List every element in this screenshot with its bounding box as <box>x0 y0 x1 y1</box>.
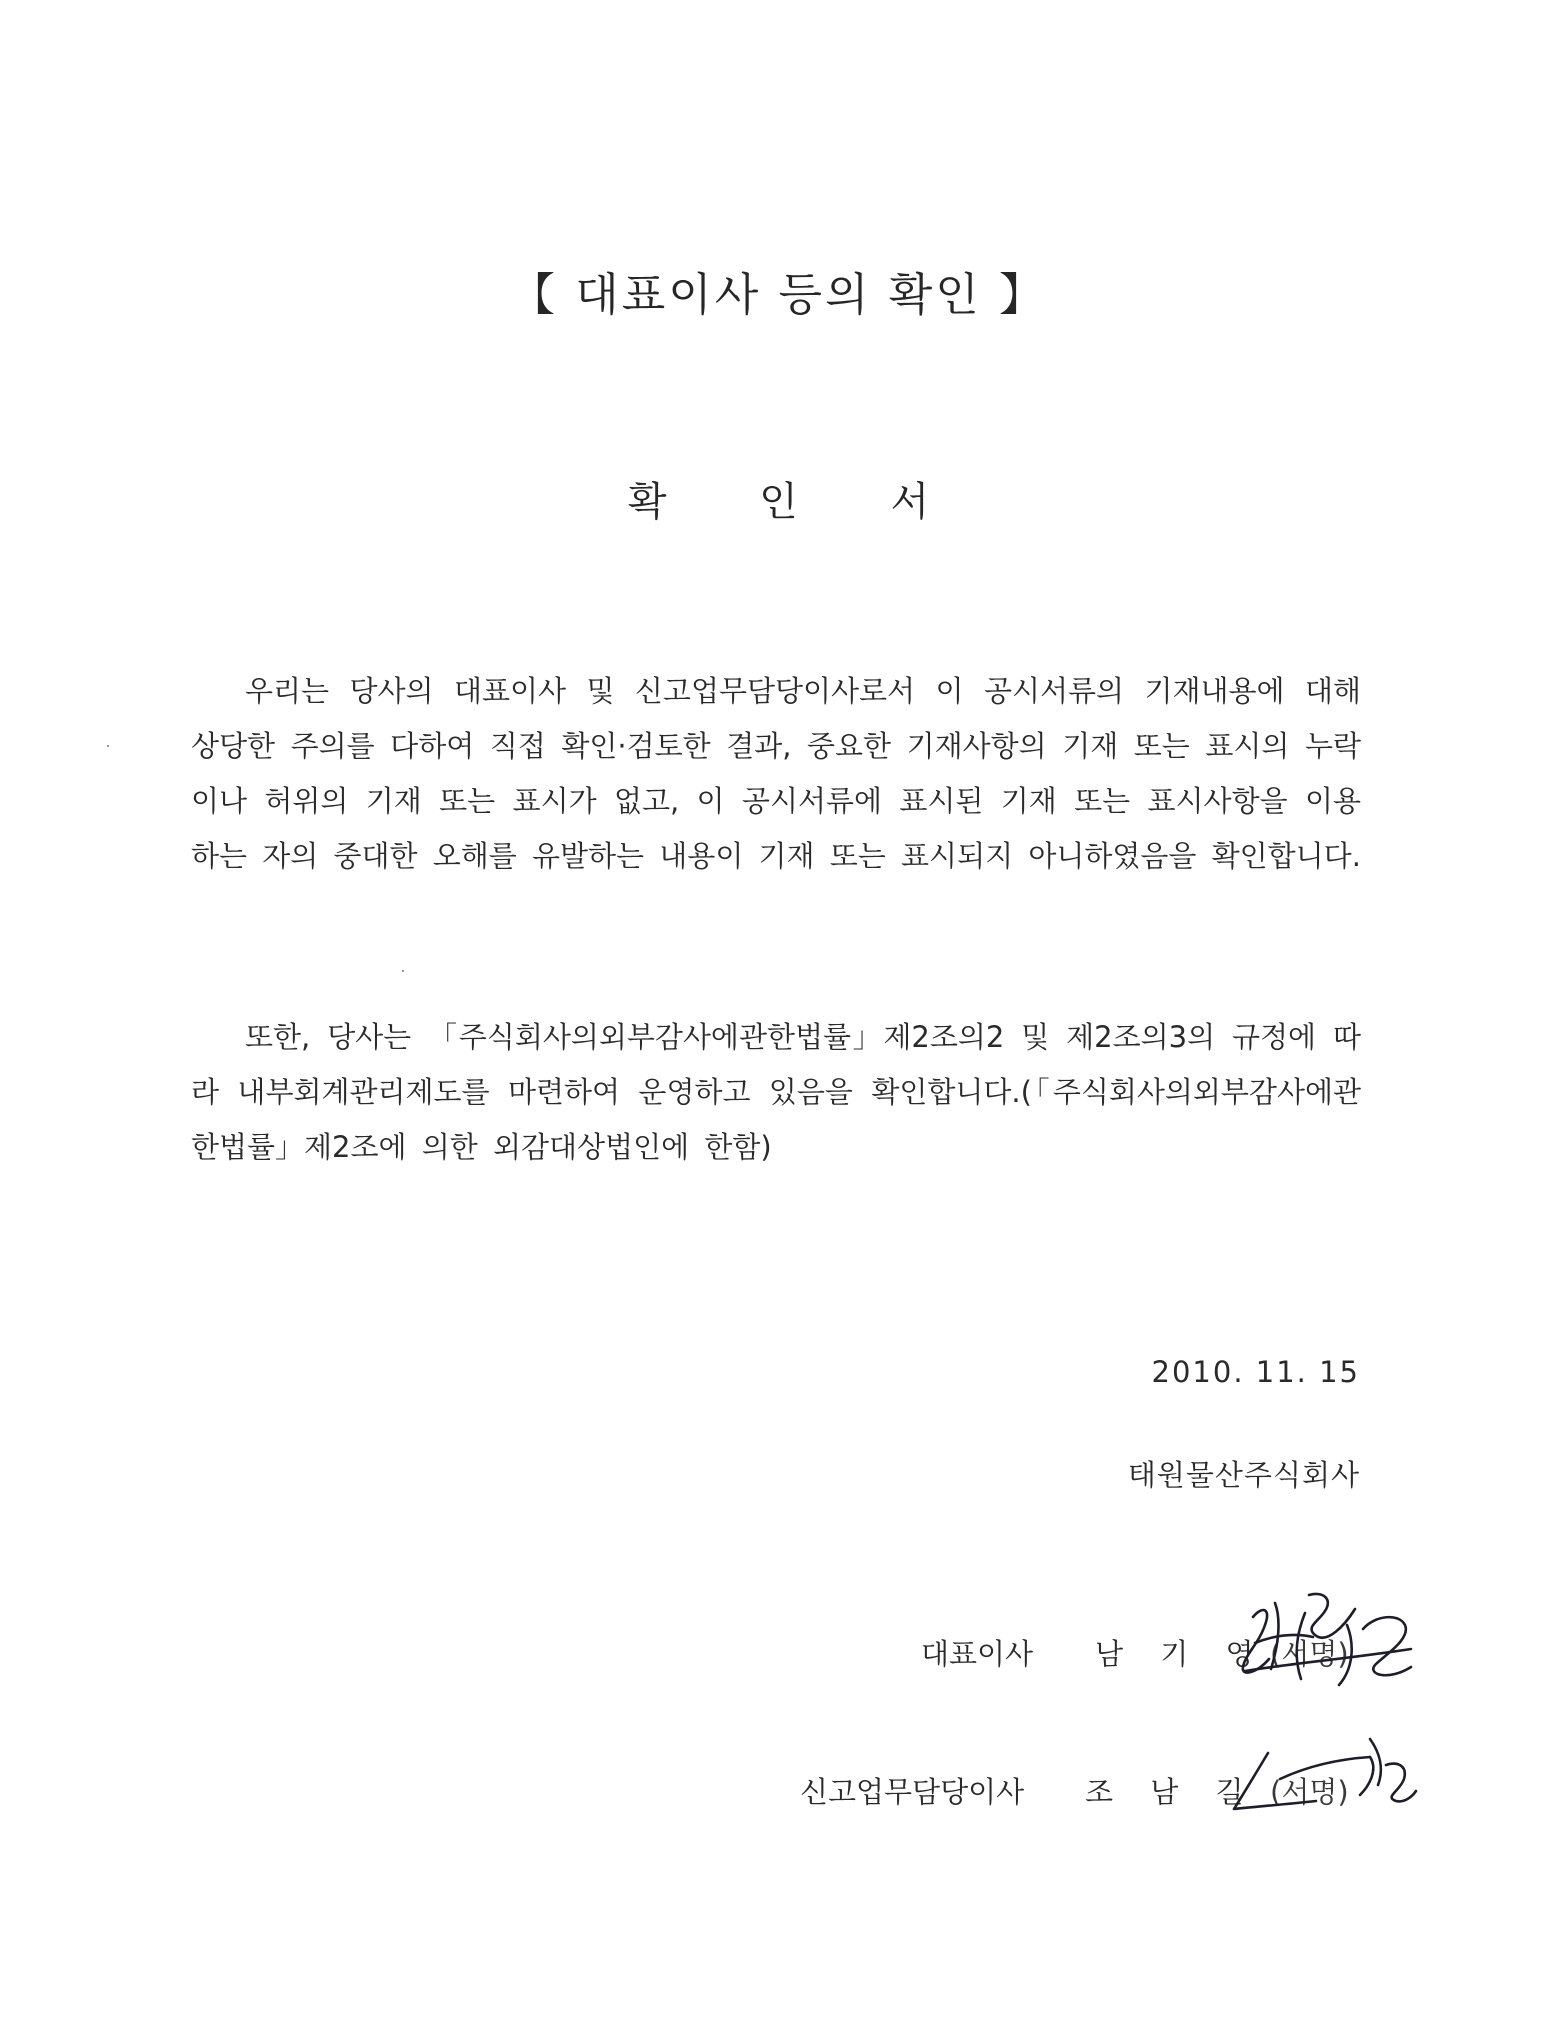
document-title: 확 인 서 <box>627 479 970 525</box>
document-date: 2010. 11. 15 <box>1151 1355 1360 1389</box>
document-heading: 【 대표이사 등의 확인 】 <box>510 268 1047 321</box>
signatory-role: 신고업무담당이사 <box>800 1775 1025 1809</box>
confirmation-paragraph: 우리는 당사의 대표이사 및 신고업무담당이사로서 이 공시서류의 기재내용에 대해 상당한 주의를 다하여 직접 확인·검토한 결과, 중요한 기재사항의 기재 또는 표시의 누락이나 허위의 기재 또는 표시가 없고, 이 공시서류에 표시된 기재 또는 표시사항을 이용하는 자의 중대한 오해를 유발하는 내용이 기재 또는 표시되지 아니하였음을 확인합니다. <box>191 674 1361 873</box>
signature-label: (서명) <box>1270 1637 1349 1671</box>
company-name: 태원물산주식회사 <box>1127 1458 1360 1492</box>
signature-label: (서명) <box>1270 1775 1349 1809</box>
signatory-name: 조 남 길 <box>1085 1775 1258 1809</box>
signatory-role: 대표이사 <box>921 1637 1034 1671</box>
scan-speck <box>402 970 404 972</box>
handwritten-signature <box>1235 1585 1425 1695</box>
internal-control-paragraph: 또한, 당사는 「주식회사의외부감사에관한법률」제2조의2 및 제2조의3의 규정에 따라 내부회계관리제도를 마련하여 운영하고 있음을 확인합니다.(「주식회사의외부감사에관한법률」제2조에 의한 외감대상법인에 한함) <box>191 1020 1361 1164</box>
signatory-name: 남 기 영 <box>1095 1637 1268 1671</box>
scan-speck <box>107 745 109 747</box>
handwritten-signature <box>1220 1735 1420 1825</box>
